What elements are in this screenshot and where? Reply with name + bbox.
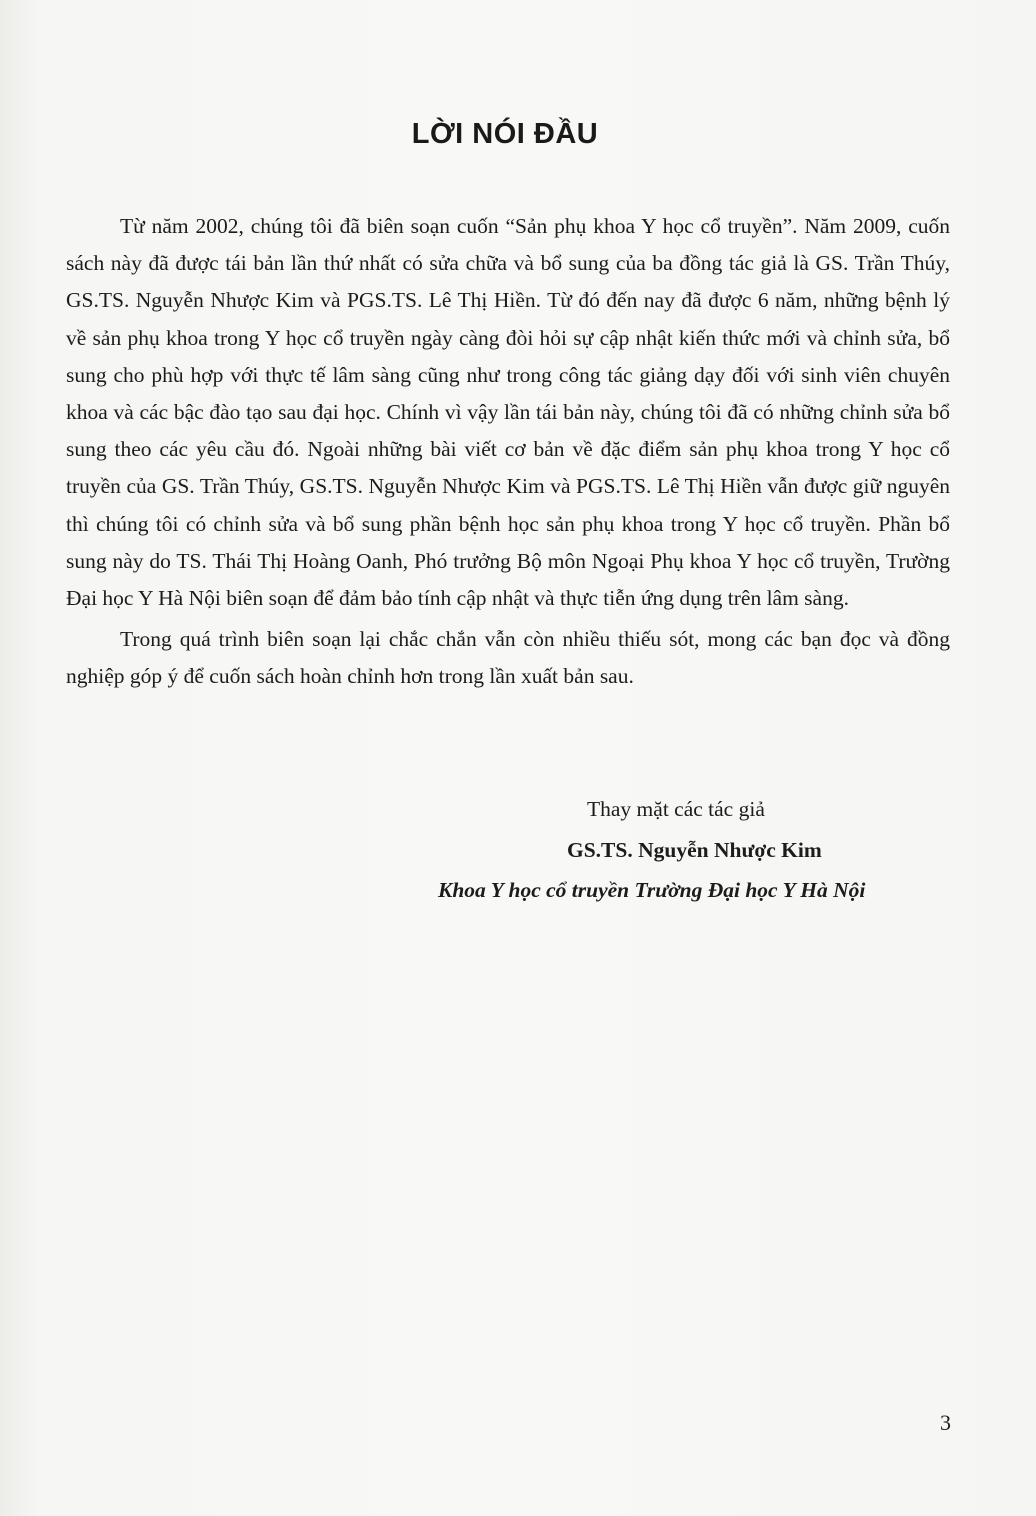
signature-name: GS.TS. Nguyễn Nhược Kim: [567, 838, 822, 862]
signature-representing: Thay mặt các tác giả: [587, 797, 765, 821]
signature-affiliation: Khoa Y học cổ truyền Trường Đại học Y Hà Nội: [438, 878, 866, 902]
preface-body: [66, 208, 950, 696]
bleed-through-text: [238, 1090, 244, 1116]
page-title: LỜI NÓI ĐẦU: [411, 118, 599, 150]
paragraph-1: Từ năm 2002, chúng tôi đã biên soạn cuốn “Sản phụ khoa Y học cổ truyền”. Năm 2009, cuốn sách này đã được tái bản lần thứ nhất có sửa chữa và bổ sung của ba đồng tác giả là GS. Trần Thúy, GS.TS. Nguyễn Nhược Kim và PGS.TS. Lê Thị Hiền. Từ đó đến nay đã được 6 năm, những bệnh lý về sản phụ khoa trong Y học cổ truyền ngày càng đòi hỏi sự cập nhật kiến thức mới và chỉnh sửa, bổ sung cho phù hợp với thực tế lâm sàng cũng như trong công tác giảng dạy đối với sinh viên chuyên khoa và các bậc đào tạo sau đại học. Chính vì vậy lần tái bản này, chúng tôi đã có những chỉnh sửa bổ sung theo các yêu cầu đó. Ngoài những bài viết cơ bản về đặc điểm sản phụ khoa trong Y học cổ truyền của GS. Trần Thúy, GS.TS. Nguyễn Nhược Kim và PGS.TS. Lê Thị Hiền vẫn được giữ nguyên thì chúng tôi có chỉnh sửa và bổ sung phần bệnh học sản phụ khoa trong Y học cổ truyền. Phần bổ sung này do TS. Thái Thị Hoàng Oanh, Phó trưởng Bộ môn Ngoại Phụ khoa Y học cổ truyền, Trường Đại học Y Hà Nội biên soạn để đảm bảo tính cập nhật và thực tiễn ứng dụng trên lâm sàng.: [66, 214, 950, 611]
paragraph-2: Trong quá trình biên soạn lại chắc chắn vẫn còn nhiều thiếu sót, mong các bạn đọc và đồng nghiệp góp ý để cuốn sách hoàn chỉnh hơn trong lần xuất bản sau.: [66, 627, 950, 689]
page-number: 3: [940, 1410, 951, 1435]
